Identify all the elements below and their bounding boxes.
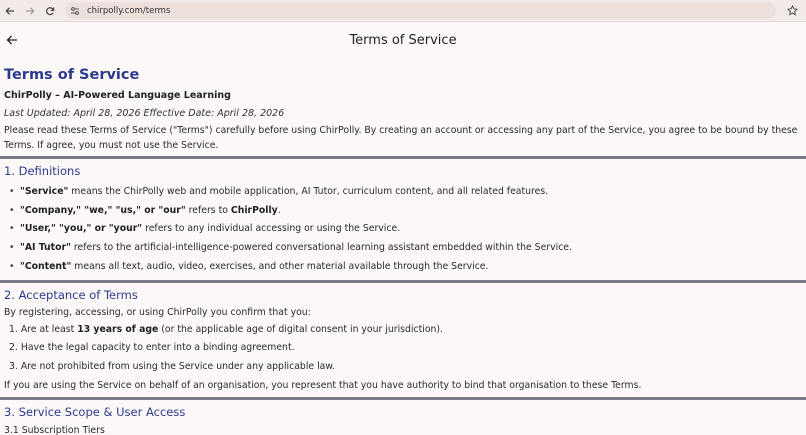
address-bar[interactable] [65,2,776,19]
subsection-heading: 3.1 Subscription Tiers [4,424,105,435]
list-item [4,220,802,239]
definition-term: "Content" [20,260,72,272]
item-text: 3. Are not prohibited from using the Service under any applicable law. [9,360,336,372]
section-divider [0,156,806,159]
definition-term: "AI Tutor" [20,242,71,254]
browser-toolbar [0,0,806,22]
acceptance-lead: By registering, accessing, or using ChirPolly you confirm that you: [4,306,311,318]
definition-term: "User," "you," or "your" [20,223,143,235]
list-item [4,183,802,202]
section-heading-acceptance: 2. Acceptance of Terms [4,287,138,302]
item-text: 1. Are at least [9,323,78,335]
list-item [4,358,802,377]
terms-content [0,66,806,435]
definition-text: means the ChirPolly web and mobile application, AI Tutor, curriculum content, and all related features. [68,186,549,197]
browser-forward-icon[interactable] [20,0,40,22]
list-item [4,321,802,340]
definition-text: refers to the artificial-intelligence-powered conversational learning assistant embedded within the Service. [70,242,572,254]
browser-back-icon[interactable] [0,0,20,22]
reload-icon[interactable] [40,0,60,22]
section-divider [0,397,806,400]
acceptance-list [4,321,802,377]
last-updated: Last Updated: April 28, 2026 Effective Date: April 28, 2026 [4,108,285,119]
url-text: chirpolly.com/terms [87,5,171,16]
section-divider [0,280,806,283]
item-emphasis: 13 years of age [77,323,159,335]
item-text-tail: (or the applicable age of digital consent in your jurisdiction). [158,323,443,335]
document-title: Terms of Service [4,67,140,83]
item-text: 2. Have the legal capacity to enter into a binding agreement. [9,342,295,354]
definition-tail: . [277,204,281,216]
star-icon[interactable] [782,5,802,16]
definition-text: refers to [185,204,231,216]
definitions-list [4,183,802,277]
acceptance-closing: If you are using the Service on behalf of an organisation, you represent that you have authority to bind that organisation to these Terms. [4,379,642,391]
section-heading-definitions: 1. Definitions [4,164,81,178]
list-item [4,339,802,358]
intro-paragraph: Please read these Terms of Service ("Terms") carefully before using ChirPolly. By creating an account or accessing any part of the Service, you agree to be bound by these Terms. If agree, you must not use the Service. [4,125,798,151]
definition-text: refers to any individual accessing or using the Service. [142,223,401,235]
definition-term: "Service" [20,186,69,197]
company-name: ChirPolly [230,204,278,216]
definition-term: "Company," "we," "us," or "our" [20,204,186,216]
app-header [0,22,806,60]
list-item [4,258,802,277]
list-item [4,202,802,221]
list-item [4,239,802,258]
page-title: Terms of Service [349,33,457,48]
definition-text: means all text, audio, video, exercises, and other material available through the Service. [71,260,489,272]
section-heading-scope: 3. Service Scope & User Access [4,404,186,419]
document-subtitle: ChirPolly – AI-Powered Language Learning [4,90,231,101]
site-settings-icon[interactable] [69,5,81,17]
